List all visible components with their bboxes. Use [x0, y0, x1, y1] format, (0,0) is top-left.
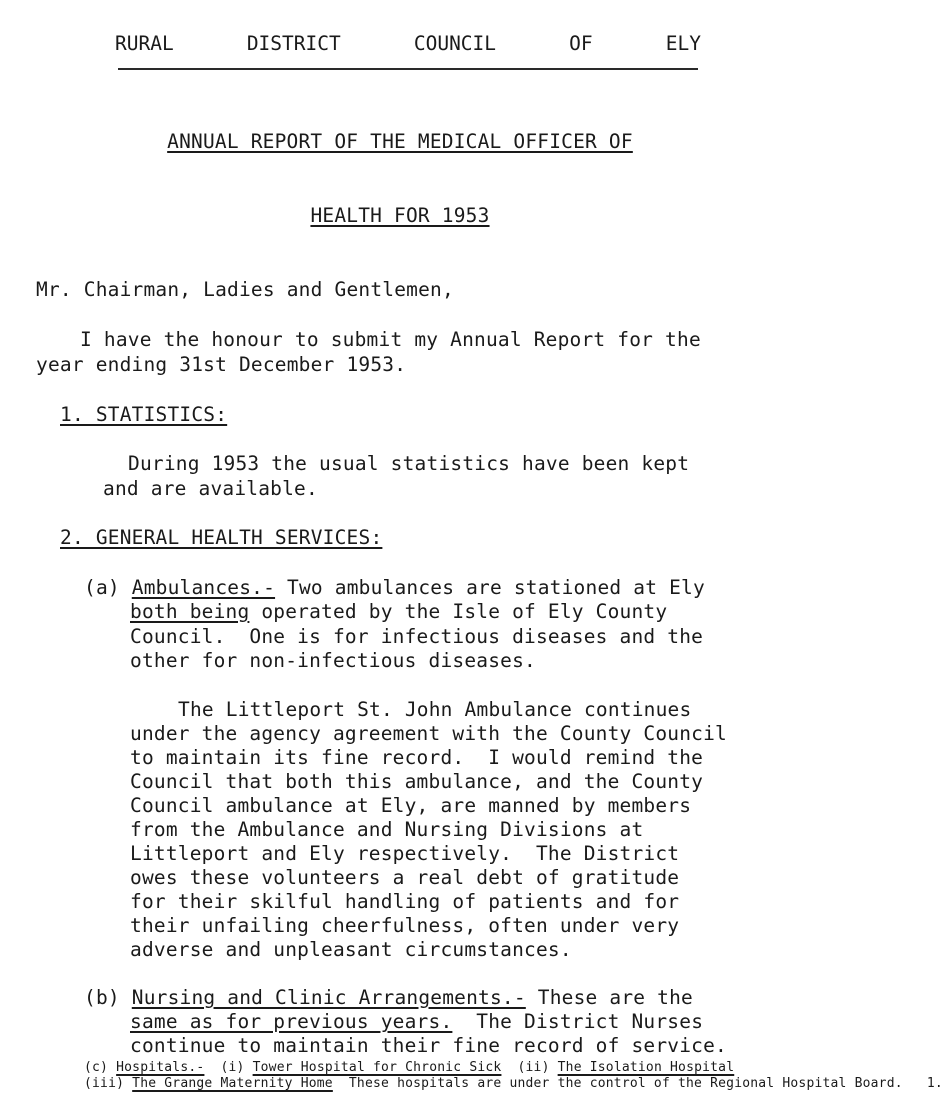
- header-rule: [118, 68, 698, 70]
- subsection-a-para2: Littleport and Ely respectively. The District: [130, 842, 680, 865]
- subsection-a-line: other for non-infectious diseases.: [130, 649, 536, 672]
- section2-heading: 2. GENERAL HEALTH SERVICES:: [60, 526, 383, 549]
- intro-line2: year ending 31st December 1953.: [36, 353, 407, 376]
- subsection-a: (a) Ambulances.- Two ambulances are stationed at Ely: [84, 576, 705, 599]
- subsection-b-line: same as for previous years. The District Nurses: [130, 1010, 704, 1033]
- subsection-a-line: both being operated by the Isle of Ely County: [130, 600, 668, 623]
- subsection-a-para2: their unfailing cheerfulness, often under very: [130, 914, 680, 937]
- subsection-a-para2: under the agency agreement with the County Council: [130, 722, 727, 745]
- report-title-line2: HEALTH FOR 1953: [310, 204, 490, 227]
- report-title-line1: ANNUAL REPORT OF THE MEDICAL OFFICER OF: [167, 130, 633, 153]
- subsection-a-para2: to maintain its fine record. I would remind the: [130, 746, 704, 769]
- subsection-a-para2: Council ambulance at Ely, are manned by members: [130, 794, 692, 817]
- subsection-a-para2: adverse and unpleasant circumstances.: [130, 938, 572, 961]
- salutation: Mr. Chairman, Ladies and Gentlemen,: [36, 278, 454, 301]
- subsection-b-line: continue to maintain their fine record of service.: [130, 1034, 727, 1057]
- hospital-item: (iii) The Grange Maternity Home: [84, 1076, 333, 1091]
- subsection-a-para2: for their skilful handling of patients and for: [130, 890, 680, 913]
- section1-body-line: and are available.: [103, 477, 318, 500]
- header-word: COUNCIL: [413, 32, 497, 55]
- subsection-a-para2: Council that both this ambulance, and the County: [130, 770, 704, 793]
- subsection-c: (c) Hospitals.- (i) Tower Hospital for Chronic Sick (ii) The Isolation Hospital: [84, 1060, 735, 1075]
- subsection-c-cont: (iii) The Grange Maternity Home These hospitals are under the control of the Regional Hospital Board. 1.: [84, 1076, 943, 1091]
- subsection-a-para2: The Littleport St. John Ambulance continues: [178, 698, 692, 721]
- hospital-item: (ii) The Isolation Hospital: [517, 1060, 735, 1075]
- header-word: ELY: [665, 32, 701, 55]
- hospital-item: (i) Tower Hospital for Chronic Sick: [220, 1060, 502, 1075]
- subsection-b: (b) Nursing and Clinic Arrangements.- These are the: [84, 986, 693, 1009]
- header-word: OF: [569, 32, 593, 55]
- council-header: [115, 32, 701, 56]
- subsection-a-para2: owes these volunteers a real debt of gratitude: [130, 866, 680, 889]
- subsection-a-line: Council. One is for infectious diseases and the: [130, 625, 704, 648]
- intro-line1: I have the honour to submit my Annual Report for the: [80, 328, 701, 351]
- header-word: DISTRICT: [246, 32, 341, 55]
- section1-heading: 1. STATISTICS:: [60, 403, 228, 426]
- subsection-a-para2: from the Ambulance and Nursing Divisions at: [130, 818, 644, 841]
- header-word: RURAL: [115, 32, 174, 55]
- page-number: 1.: [926, 1076, 943, 1091]
- section1-body-line: During 1953 the usual statistics have been kept: [128, 452, 690, 475]
